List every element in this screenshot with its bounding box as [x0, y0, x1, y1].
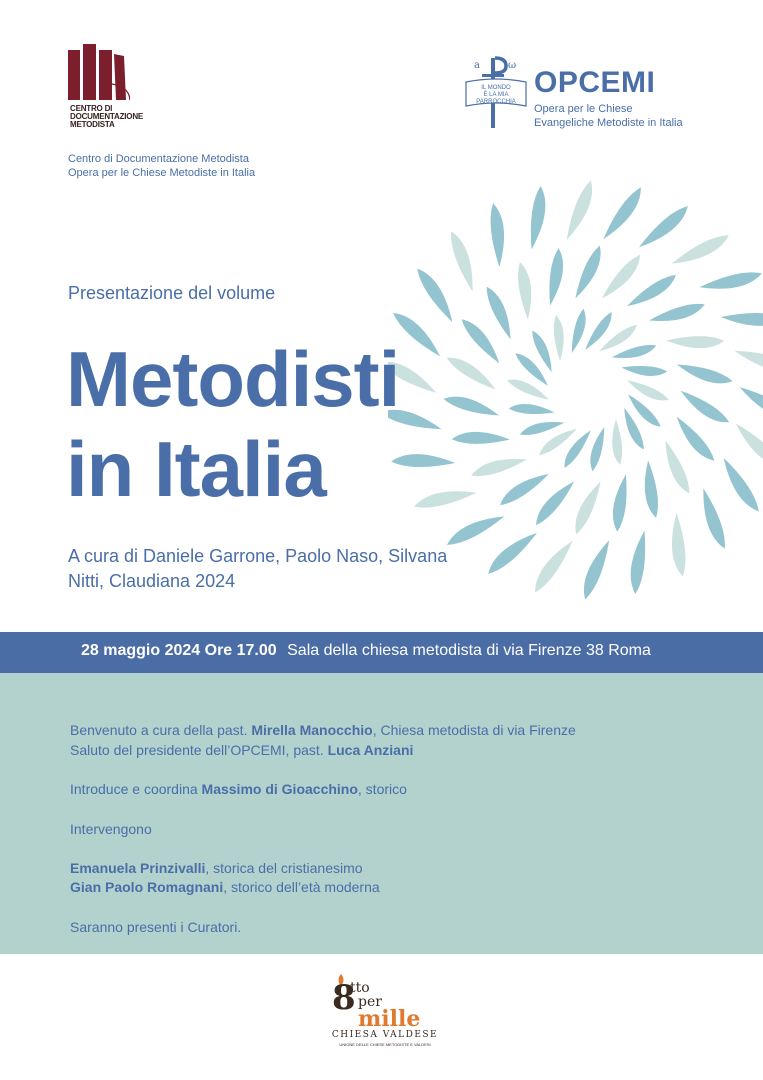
petal	[546, 248, 566, 307]
church-name: CHIESA VALDESE	[331, 1030, 439, 1040]
cdm-logo-text	[70, 105, 143, 129]
editors-line	[68, 544, 468, 594]
petal	[469, 452, 528, 480]
petal	[412, 485, 477, 511]
program-text: , Chiesa metodista di via Firenze	[372, 722, 576, 738]
petal	[483, 527, 540, 578]
person-name: Emanuela Prinzivalli	[70, 860, 206, 876]
petal	[670, 231, 733, 271]
book-title-line: in Italia	[66, 425, 326, 513]
date-band-text	[81, 642, 651, 660]
petal	[610, 473, 630, 532]
organizer-lines	[68, 152, 255, 180]
petal	[515, 261, 535, 320]
petal	[625, 271, 680, 312]
speaker-role: , storica del cristianesimo	[205, 860, 363, 876]
person-name: Gian Paolo Romagnani	[70, 879, 224, 895]
petal	[721, 312, 763, 326]
petal	[717, 455, 763, 516]
event-venue: Sala della chiesa metodista di via Firenze 38 Roma	[287, 642, 651, 659]
petal	[698, 269, 763, 295]
program-text: Introduce e coordina	[70, 781, 202, 797]
otto-per-mille-logo	[330, 978, 440, 1048]
petal	[675, 360, 734, 388]
program-moderator	[70, 781, 407, 797]
emblem-text-line: È LA MIA	[483, 92, 509, 98]
cdm-logo-line: METODISTA	[70, 120, 115, 129]
petal	[676, 387, 731, 429]
petal	[496, 468, 551, 509]
program-speakers-label: Intervengono	[70, 821, 152, 837]
opcemi-subtitle	[534, 102, 683, 130]
petal	[391, 454, 455, 468]
flower-decoration	[388, 160, 763, 610]
opcemi-subtitle-line: Evangeliche Metodiste in Italia	[534, 117, 683, 129]
person-name: Luca Anziani	[327, 742, 414, 758]
presentation-label: Presentazione del volume	[68, 283, 276, 303]
petal	[483, 283, 518, 341]
books-icon	[68, 44, 130, 100]
otto-tto: tto	[350, 980, 370, 996]
petal	[621, 364, 668, 378]
petal	[599, 185, 647, 244]
program-text: , storico	[357, 781, 407, 797]
petal	[611, 342, 658, 363]
petal	[671, 414, 718, 466]
person-name: Massimo di Gioacchino	[201, 781, 358, 797]
petal	[442, 392, 501, 420]
petal	[730, 420, 763, 473]
petal	[666, 336, 724, 348]
petal	[641, 460, 661, 519]
petal	[444, 352, 499, 394]
book-title-line: Metodisti	[66, 335, 400, 423]
otto-mille: mille	[358, 1006, 421, 1032]
petal	[732, 346, 763, 375]
church-union-text: UNIONE DELLE CHIESE METODISTE E VALDESI	[339, 1042, 431, 1047]
petal	[578, 537, 614, 601]
petal	[552, 315, 566, 362]
opcemi-name: OPCEMI	[534, 66, 656, 99]
petal	[458, 314, 505, 366]
emblem-text-line: IL MONDO	[481, 85, 511, 91]
petal	[508, 403, 555, 417]
petal	[447, 229, 480, 294]
petal	[413, 264, 459, 325]
book-title	[66, 334, 399, 514]
petal	[696, 487, 729, 552]
petal	[527, 185, 549, 250]
program-closing: Saranno presenti i Curatori.	[70, 919, 242, 935]
petal	[488, 202, 507, 267]
cdm-logo-line: CENTRO DI	[70, 104, 113, 113]
otto-per: per	[358, 994, 382, 1010]
opcemi-emblem-icon	[462, 54, 530, 130]
petal	[571, 244, 606, 302]
program-text: Benvenuto a cura della past.	[70, 722, 252, 738]
editors-text-line: Nitti, Claudiana 2024	[68, 571, 236, 591]
program-text: Saluto del presidente dell’OPCEMI, past.	[70, 742, 328, 758]
event-datetime: 28 maggio 2024 Ore 17.00	[81, 642, 277, 659]
petal	[627, 529, 649, 594]
petal	[518, 417, 565, 438]
speaker-role: , storico dell’età moderna	[223, 879, 380, 895]
alpha-letter: a	[474, 60, 480, 71]
person-name: Mirella Manocchio	[251, 722, 373, 738]
otto-numeral: 8	[332, 978, 356, 1018]
omega-letter: ω	[508, 60, 517, 71]
petal	[648, 300, 707, 328]
petal	[452, 432, 510, 444]
petal	[736, 383, 763, 425]
organizer-line: Opera per le Chiese Metodiste in Italia	[68, 167, 256, 179]
speaker-item	[70, 860, 363, 876]
petal	[569, 479, 604, 537]
petal	[636, 202, 693, 253]
petal	[562, 179, 598, 243]
editors-text-line: A cura di Daniele Garrone, Paolo Naso, Silvana	[68, 546, 448, 566]
cdm-logo-line: DOCUMENTAZIONE	[70, 112, 144, 121]
program-panel	[0, 673, 763, 954]
petal	[659, 439, 694, 497]
program-welcome	[70, 722, 576, 738]
cdm-logo	[62, 42, 142, 134]
petal	[610, 419, 624, 466]
speaker-item	[70, 879, 380, 895]
petal	[669, 513, 688, 578]
petal	[529, 536, 577, 595]
organizer-line: Centro di Documentazione Metodista	[68, 153, 249, 165]
opcemi-subtitle-line: Opera per le Chiese	[534, 103, 633, 115]
program-greeting	[70, 742, 413, 758]
emblem-text-line: PARROCCHIA	[476, 99, 516, 105]
date-band	[0, 632, 763, 673]
